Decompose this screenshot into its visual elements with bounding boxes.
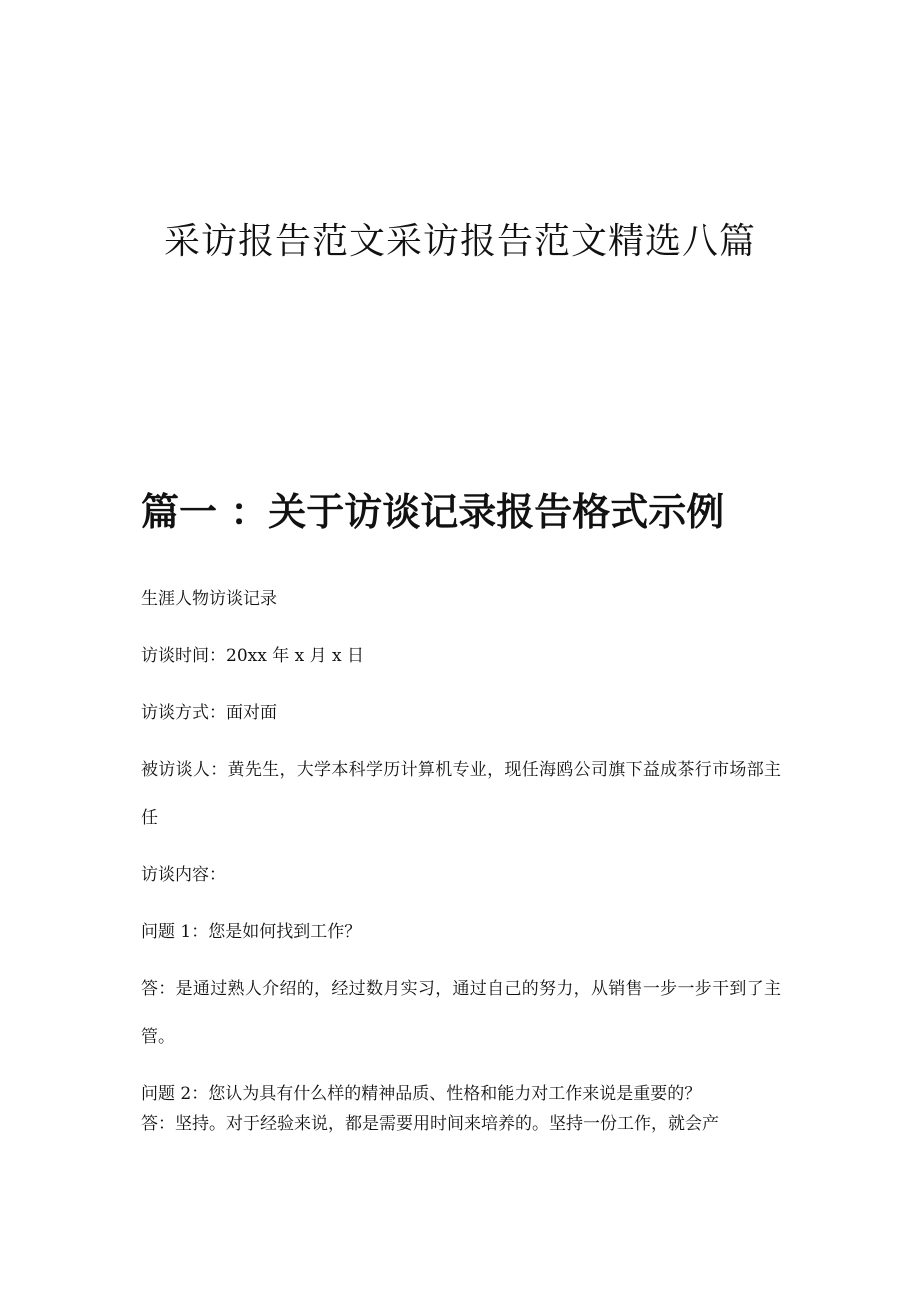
section-heading: 篇一 ：关于访谈记录报告格式示例 (141, 489, 725, 534)
paragraph-interview-content-label: 访谈内容： (141, 865, 226, 885)
paragraph-question-1: 问题 1：您是如何找到工作？ (141, 922, 362, 942)
paragraph-interview-method: 访谈方式：面对面 (141, 703, 277, 723)
paragraph-interview-time: 访谈时间：20xx 年 x 月 x 日 (141, 646, 365, 666)
document-body (141, 586, 781, 1168)
document-title: 采访报告范文采访报告范文精选八篇 (163, 221, 756, 262)
paragraph-record-title: 生涯人物访谈记录 (141, 589, 277, 609)
paragraph-interviewee: 被访谈人：黄先生，大学本科学历计算机专业，现任海鸥公司旗下益成茶行市场部主任 (141, 760, 781, 828)
paragraph-question-2: 问题 2：您认为具有什么样的精神品质、性格和能力对工作来说是重要的？ (141, 1084, 702, 1104)
paragraph-answer-1: 答：是通过熟人介绍的，经过数月实习，通过自己的努力，从销售一步一步干到了主管。 (141, 979, 781, 1047)
paragraph-answer-2: 答：坚持。对于经验来说，都是需要用时间来培养的。坚持一份工作，就会产 (141, 1114, 719, 1134)
